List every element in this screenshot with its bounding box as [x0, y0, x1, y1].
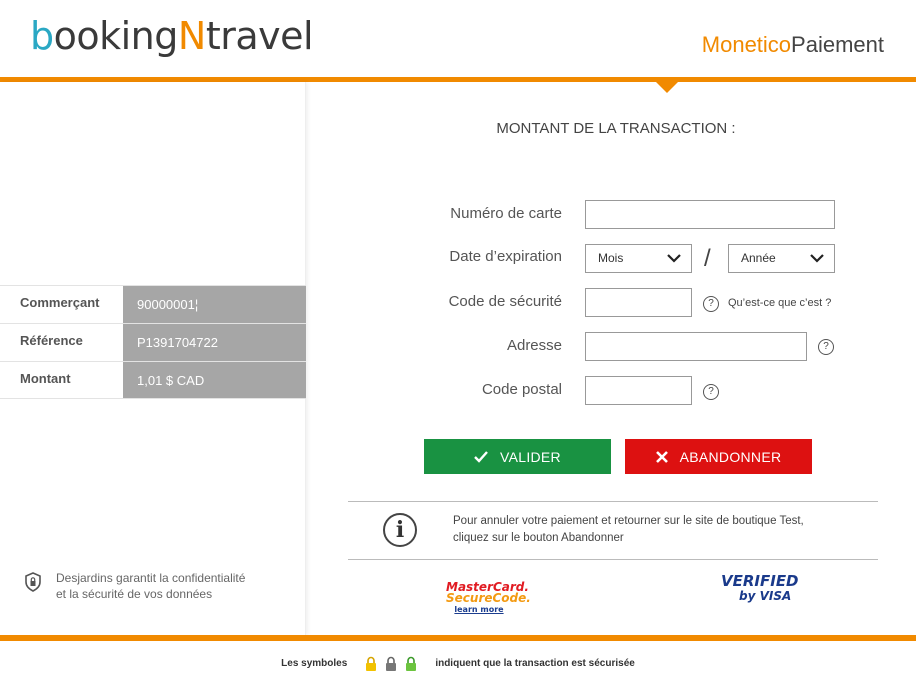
security-text: Desjardins garantit la confidentialité et la sécurité de vos données: [56, 571, 246, 601]
learn-more-link[interactable]: learn more: [454, 605, 504, 614]
shield-icon: [24, 572, 42, 592]
cvv-label: Code de sécurité: [448, 293, 562, 310]
merchant-label: Commerçant: [20, 295, 100, 310]
reference-label: Référence: [20, 333, 83, 348]
mastercard-securecode-logo[interactable]: MasterCard. SecureCode. learn more: [446, 580, 531, 614]
cvv-input[interactable]: [585, 288, 692, 317]
bookingntravel-logo: bookingNtravel: [30, 14, 314, 58]
lock-icon-gray: [385, 656, 397, 671]
cancel-info-text: Pour annuler votre paiement et retourner sur le site de boutique Test, cliquez sur le bouton Abandonner: [453, 515, 804, 544]
amount-title: MONTANT DE LA TRANSACTION :: [496, 120, 736, 137]
merchant-value: 90000001¦: [123, 286, 306, 323]
lock-icon-green: [405, 656, 417, 671]
validate-button[interactable]: VALIDER: [424, 439, 611, 474]
verified-by-visa-logo: VERIFIED by VISA: [721, 572, 799, 603]
divider-top: [348, 501, 878, 502]
lock-icon-gold: [365, 656, 377, 671]
amount-label: Montant: [20, 371, 71, 386]
lock-icons: [361, 656, 421, 671]
expiry-year-select[interactable]: Année: [728, 244, 835, 273]
expiry-month-select[interactable]: Mois: [585, 244, 692, 273]
expiry-separator: /: [704, 245, 711, 272]
close-icon: [656, 451, 668, 463]
cvv-help-icon[interactable]: ?: [703, 296, 719, 312]
chevron-down-icon: [667, 253, 681, 263]
merchant-info-table: [0, 285, 306, 399]
address-help-icon[interactable]: ?: [818, 339, 834, 355]
postal-code-input[interactable]: [585, 376, 692, 405]
expiry-label: Date d’expiration: [449, 248, 562, 265]
cancel-button[interactable]: ABANDONNER: [625, 439, 812, 474]
postal-code-label: Code postal: [481, 381, 562, 398]
reference-row: [0, 323, 306, 361]
check-icon: [474, 451, 488, 463]
divider-bottom: [348, 559, 878, 560]
amount-row: [0, 361, 306, 399]
header: [0, 0, 916, 78]
address-input[interactable]: [585, 332, 807, 361]
postal-help-icon[interactable]: ?: [703, 384, 719, 400]
chevron-down-icon: [810, 253, 824, 263]
payment-form-panel: [307, 82, 916, 635]
info-icon: i: [383, 513, 417, 547]
card-number-input[interactable]: [585, 200, 835, 229]
monetico-logo: MoneticoPaiement: [701, 32, 884, 57]
address-label: Adresse: [506, 337, 562, 354]
merchant-panel: [0, 82, 306, 635]
footer: Les symboles indiquent que la transaction est sécurisée: [281, 657, 635, 669]
amount-value: 1,01 $ CAD: [123, 362, 306, 398]
reference-value: P1391704722: [123, 324, 306, 361]
cancel-info: [383, 513, 804, 547]
merchant-row: [0, 285, 306, 323]
card-number-label: Numéro de carte: [450, 205, 562, 222]
security-note: [24, 570, 245, 602]
cvv-help-link[interactable]: Qu’est-ce que c’est ?: [728, 297, 832, 309]
